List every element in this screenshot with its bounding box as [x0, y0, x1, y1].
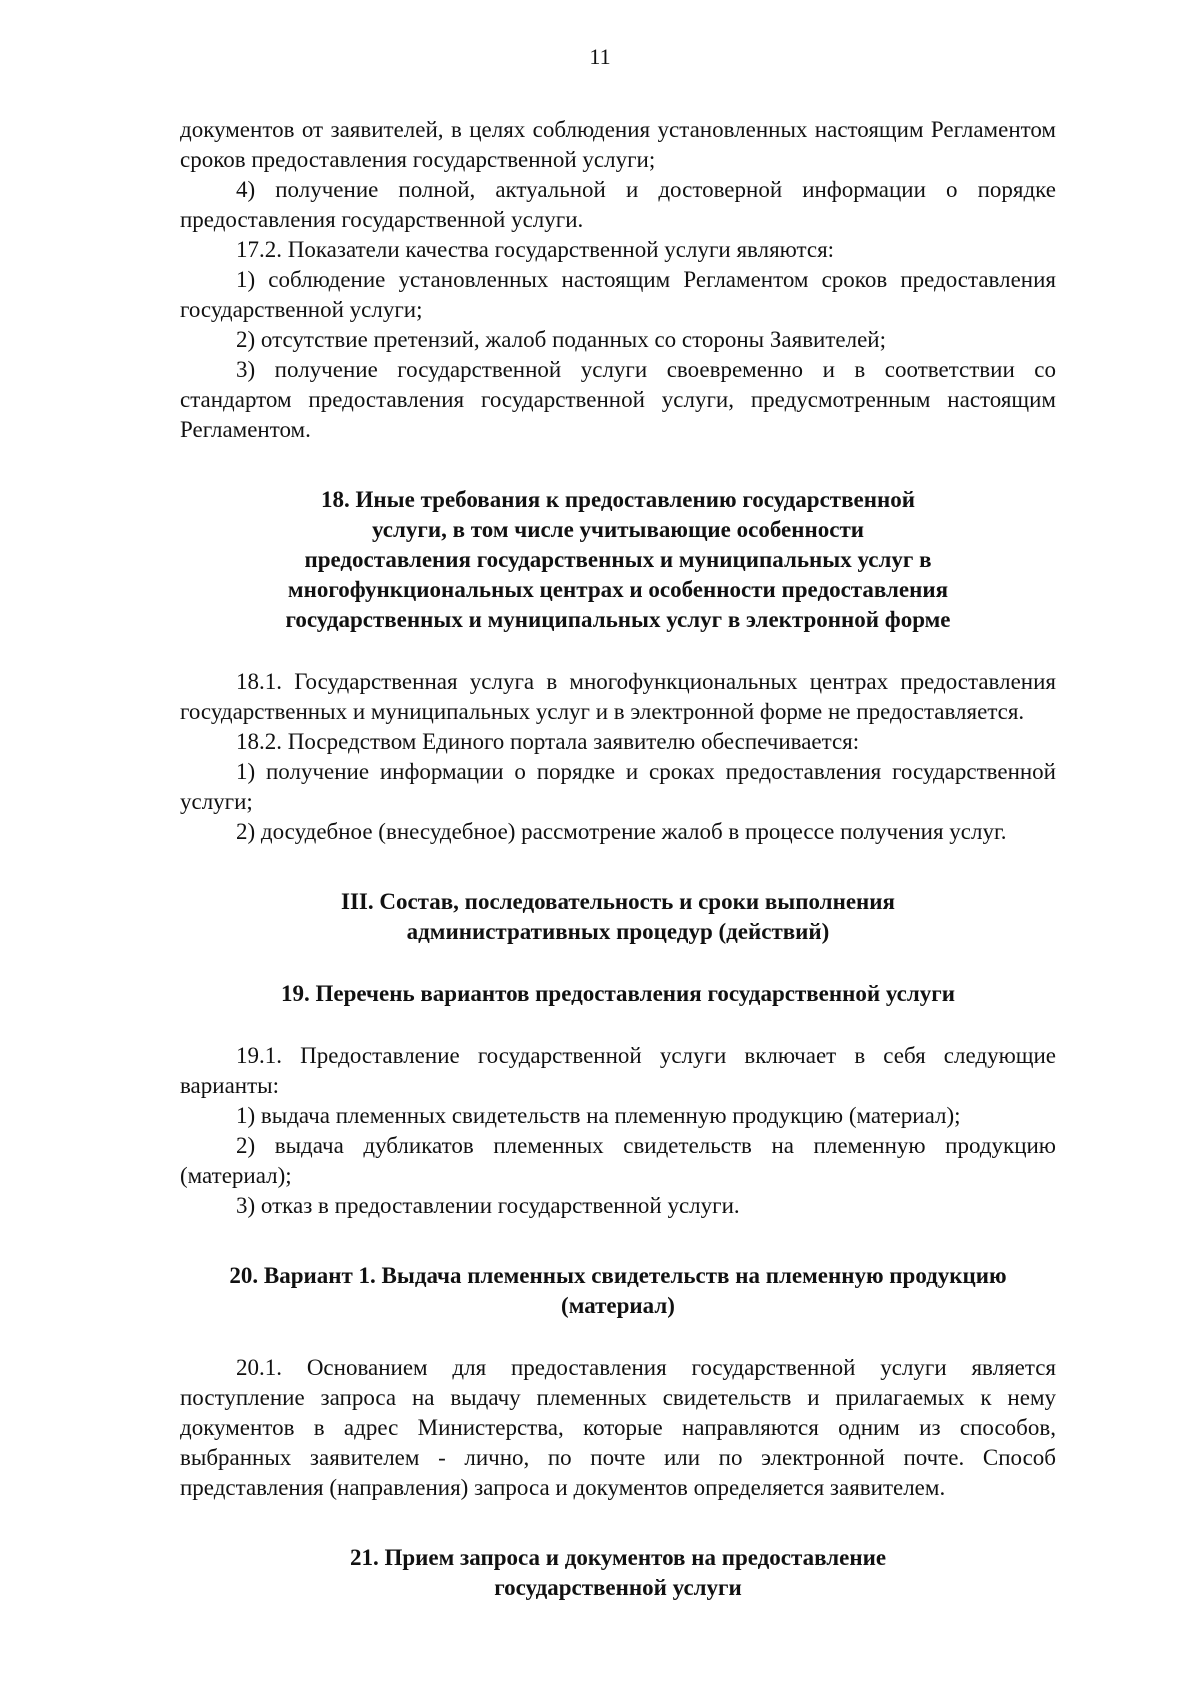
section-gap [180, 445, 1056, 485]
heading-line: услуги, в том числе учитывающие особенности [371, 517, 865, 542]
heading-line: (материал) [561, 1293, 675, 1318]
heading-line: 19. Перечень вариантов предоставления государственной услуги [281, 981, 955, 1006]
paragraph: 4) получение полной, актуальной и достоверной информации о порядке предоставления государственной услуги. [180, 177, 1056, 232]
section-gap [180, 1503, 1056, 1543]
section-heading [180, 979, 1056, 1009]
heading-line: государственной услуги [494, 1575, 742, 1600]
paragraph: 20.1. Основанием для предоставления государственной услуги является поступление запроса на выдачу племенных свидетельств и прилагаемых к нему документов в адрес Министерства, которые направляются одним из способов, выбранных заявителем - лично, по почте или по электронной почте. Способ представления (направления) запроса и документов определяется заявителем. [180, 1355, 1056, 1500]
heading-line: предоставления государственных и муниципальных услуг в [304, 547, 932, 572]
paragraph: 2) досудебное (внесудебное) рассмотрение жалоб в процессе получения услуг. [236, 819, 1007, 844]
paragraph: 1) соблюдение установленных настоящим Регламентом сроков предоставления государственной услуги; [180, 267, 1056, 322]
paragraph: 2) отсутствие претензий, жалоб поданных со стороны Заявителей; [236, 327, 887, 352]
paragraph: 3) получение государственной услуги своевременно и в соответствии со стандартом предоставления государственной услуги, предусмотренным настоящим Регламентом. [180, 357, 1056, 442]
paragraph: 1) выдача племенных свидетельств на племенную продукцию (материал); [236, 1103, 961, 1128]
heading-line: административных процедур (действий) [406, 919, 830, 944]
page-number: 11 [589, 44, 611, 69]
section-gap [180, 947, 1056, 979]
heading-line: 18. Иные требования к предоставлению государственной [321, 487, 915, 512]
section-gap [180, 1009, 1056, 1041]
heading-line: многофункциональных центрах и особенности предоставления [287, 577, 949, 602]
paragraph: 18.2. Посредством Единого портала заявителю обеспечивается: [236, 729, 860, 754]
section-heading [180, 887, 1056, 947]
section-heading [180, 485, 1056, 635]
document-body [180, 115, 1056, 1603]
paragraph: 17.2. Показатели качества государственной услуги являются: [236, 237, 835, 262]
paragraph: 3) отказ в предоставлении государственной услуги. [236, 1193, 740, 1218]
paragraph: 19.1. Предоставление государственной услуги включает в себя следующие варианты: [180, 1043, 1056, 1098]
section-heading [180, 1543, 1056, 1603]
section-gap [180, 1221, 1056, 1261]
section-gap [180, 847, 1056, 887]
section-gap [180, 1321, 1056, 1353]
heading-line: 21. Прием запроса и документов на предоставление [349, 1545, 887, 1570]
heading-line: III. Состав, последовательность и сроки выполнения [341, 889, 895, 914]
section-heading [180, 1261, 1056, 1321]
paragraph: 18.1. Государственная услуга в многофункциональных центрах предоставления государственных и муниципальных услуг и в электронной форме не предоставляется. [180, 669, 1056, 724]
heading-line: государственных и муниципальных услуг в электронной форме [285, 607, 951, 632]
heading-line: 20. Вариант 1. Выдача племенных свидетельств на племенную продукцию [229, 1263, 1007, 1288]
paragraph: 2) выдача дубликатов племенных свидетельств на племенную продукцию (материал); [180, 1133, 1056, 1188]
paragraph: 1) получение информации о порядке и сроках предоставления государственной услуги; [180, 759, 1056, 814]
section-gap [180, 635, 1056, 667]
paragraph: документов от заявителей, в целях соблюдения установленных настоящим Регламентом сроков предоставления государственной услуги; [180, 117, 1056, 172]
